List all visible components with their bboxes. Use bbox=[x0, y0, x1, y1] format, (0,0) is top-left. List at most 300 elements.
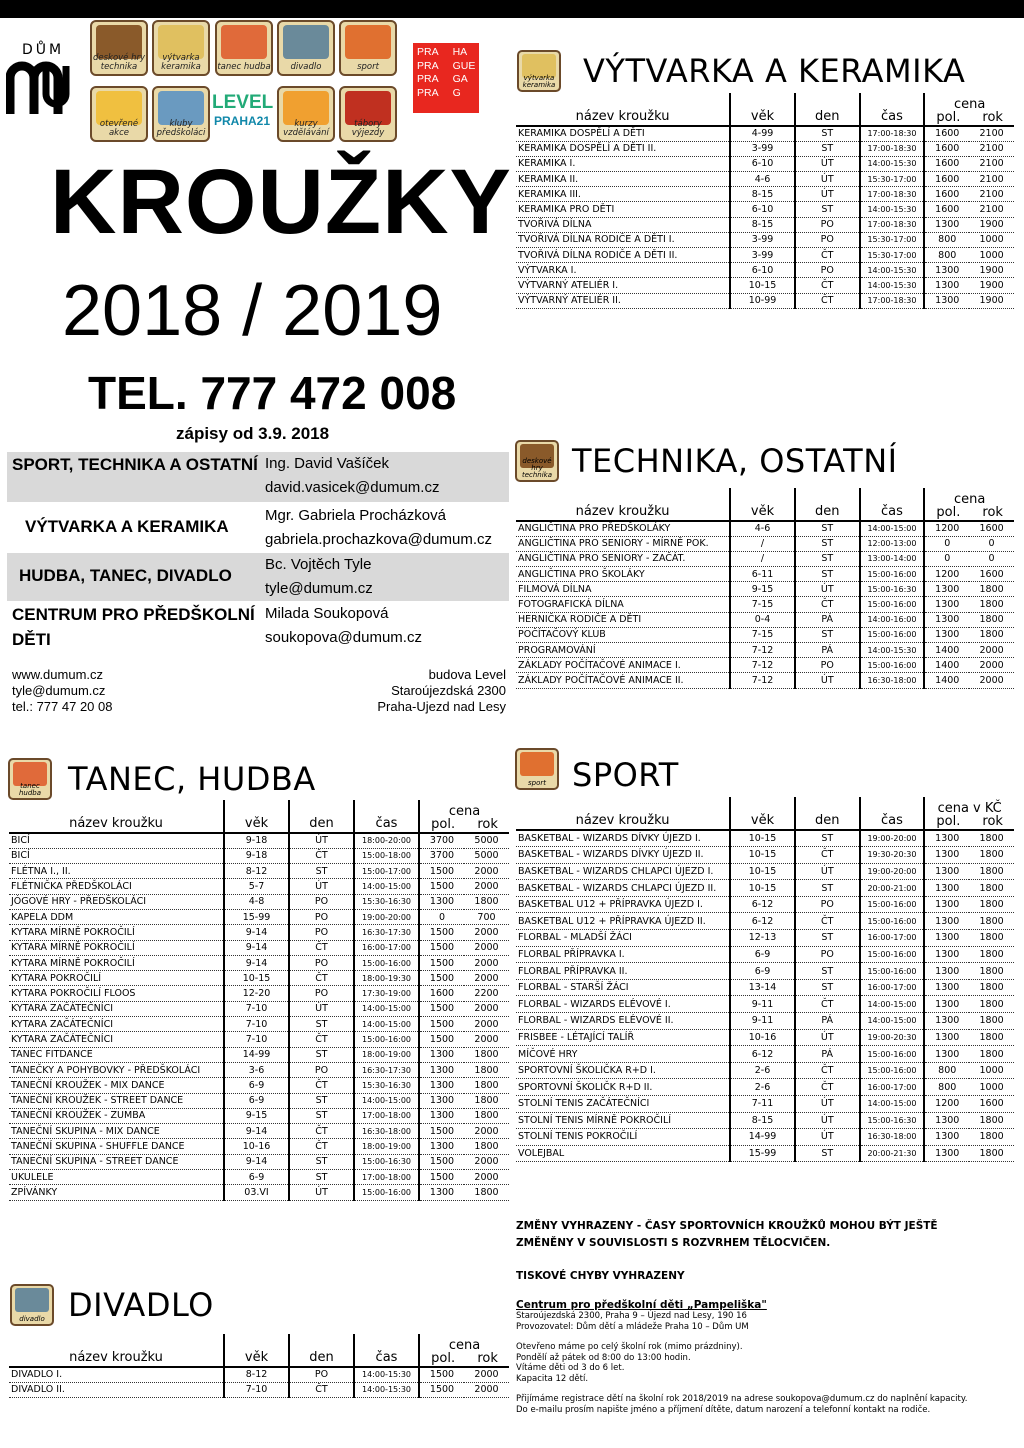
course-name: BASKETBAL U12 + PŘÍPRAVKA ÚJEZD I. bbox=[516, 896, 730, 913]
course-age: 4-99 bbox=[730, 126, 795, 141]
course-time: 16:00-17:00 bbox=[860, 1079, 925, 1096]
table-row bbox=[9, 833, 509, 848]
price-half: 0 bbox=[924, 551, 969, 566]
price-half: 1300 bbox=[924, 896, 969, 913]
course-day: ÚT bbox=[795, 673, 860, 688]
col-time: čas bbox=[860, 488, 925, 521]
col-price bbox=[924, 488, 1014, 521]
table-row bbox=[9, 1170, 509, 1185]
course-time: 14:00-15:00 bbox=[860, 521, 925, 536]
table-row bbox=[9, 955, 509, 970]
price-year: 2000 bbox=[969, 673, 1014, 688]
course-day: ÚT bbox=[795, 156, 860, 171]
col-name: název kroužku bbox=[9, 1334, 224, 1367]
course-name: ZÁKLADY POČÍTAČOVÉ ANIMACE I. bbox=[516, 658, 730, 673]
course-time: 15:00-18:00 bbox=[354, 848, 419, 863]
course-name: DIVADLO I. bbox=[9, 1367, 224, 1382]
course-day: ST bbox=[289, 864, 354, 879]
price-half: 1500 bbox=[419, 1124, 464, 1139]
course-time: 15:30-17:00 bbox=[860, 172, 925, 187]
course-age: 6-12 bbox=[730, 896, 795, 913]
course-name: ZPÍVÁNKY bbox=[9, 1185, 224, 1200]
course-day: ÚT bbox=[795, 1129, 860, 1146]
price-half: 1500 bbox=[419, 1001, 464, 1016]
col-name: název kroužku bbox=[516, 93, 730, 126]
tanec-icon: tanec hudba bbox=[8, 758, 52, 800]
course-name: FILMOVÁ DÍLNA bbox=[516, 582, 730, 597]
open-info: Otevřeno máme po celý školní rok (mimo prázdniny). bbox=[516, 1342, 743, 1352]
col-half: pol. bbox=[936, 505, 961, 520]
price-year: 1800 bbox=[464, 1185, 509, 1200]
price-half: 1300 bbox=[419, 1185, 464, 1200]
price-half: 1300 bbox=[924, 913, 969, 930]
course-time: 14:00-15:00 bbox=[354, 1017, 419, 1032]
course-time: 16:30-18:00 bbox=[860, 1129, 925, 1146]
price-half: 1300 bbox=[924, 1046, 969, 1063]
table-row bbox=[516, 263, 1014, 278]
course-age: 8-15 bbox=[730, 1112, 795, 1129]
course-day: PO bbox=[795, 946, 860, 963]
price-half: 1300 bbox=[419, 1062, 464, 1077]
price-half: 1600 bbox=[924, 126, 969, 141]
course-name: FLORBAL PŘÍPRAVKA I. bbox=[516, 946, 730, 963]
course-time: 14:00-15:30 bbox=[860, 643, 925, 658]
col-half: pol. bbox=[431, 1351, 456, 1366]
course-age: 13-14 bbox=[730, 979, 795, 996]
price-half: 1300 bbox=[924, 278, 969, 293]
col-year: rok bbox=[982, 110, 1003, 125]
price-year: 2000 bbox=[464, 1124, 509, 1139]
price-year: 1800 bbox=[464, 894, 509, 909]
registration-instructions: Do e-mailu prosím napište jméno a příjmení dítěte, datum narození a telefonní kontakt na rodiče. bbox=[516, 1404, 931, 1415]
capacity-info: Kapacita 12 dětí. bbox=[516, 1373, 589, 1384]
course-name: JÓGOVÉ HRY - PŘEDŠKOLÁCI bbox=[9, 894, 224, 909]
course-name: UKULELE bbox=[9, 1170, 224, 1185]
course-time: 14:00-15:00 bbox=[860, 1096, 925, 1113]
price-half: 1300 bbox=[924, 830, 969, 847]
price-year: 1800 bbox=[969, 1129, 1014, 1146]
col-time: čas bbox=[860, 797, 925, 830]
building-street: Staroújezdská 2300 bbox=[391, 683, 506, 698]
course-name: KYTARA POKROČILÍ bbox=[9, 971, 224, 986]
category-tile bbox=[339, 20, 397, 76]
course-name: TANEČNÍ SKUPINA - STREET DANCE bbox=[9, 1154, 224, 1169]
course-day: ST bbox=[795, 830, 860, 847]
price-half: 1300 bbox=[924, 1112, 969, 1129]
table-row bbox=[516, 217, 1014, 232]
course-name: SPORTOVNÍ ŠKOLIČK R+D II. bbox=[516, 1079, 730, 1096]
col-year: rok bbox=[982, 814, 1003, 829]
course-day: PÁ bbox=[795, 612, 860, 627]
table-row bbox=[516, 597, 1014, 612]
col-year: rok bbox=[477, 817, 498, 832]
table-row bbox=[516, 536, 1014, 551]
course-day: ČT bbox=[289, 1139, 354, 1154]
price-half: 1300 bbox=[419, 1047, 464, 1062]
course-age: 9-15 bbox=[730, 582, 795, 597]
table-row bbox=[9, 1001, 509, 1016]
table-row bbox=[516, 172, 1014, 187]
table-row bbox=[516, 567, 1014, 582]
price-year: 1800 bbox=[969, 1112, 1014, 1129]
course-day: ST bbox=[795, 979, 860, 996]
price-year: 1800 bbox=[969, 963, 1014, 980]
course-age: 4-6 bbox=[730, 172, 795, 187]
course-time: 14:00-15:00 bbox=[354, 879, 419, 894]
table-row bbox=[9, 1108, 509, 1123]
table-header bbox=[516, 93, 1014, 126]
course-age: 9-18 bbox=[224, 848, 289, 863]
price-half: 1500 bbox=[419, 940, 464, 955]
table-vytvarka bbox=[516, 93, 1014, 309]
price-half: 1300 bbox=[924, 263, 969, 278]
table-row bbox=[516, 232, 1014, 247]
price-half: 1300 bbox=[924, 293, 969, 308]
price-year: 1800 bbox=[969, 627, 1014, 642]
course-day: ST bbox=[795, 141, 860, 156]
course-age: 6-10 bbox=[730, 156, 795, 171]
sport-icon: sport bbox=[515, 748, 559, 790]
course-day: ČT bbox=[289, 1382, 354, 1397]
course-day: ČT bbox=[795, 597, 860, 612]
course-name: KYTARA POKROČILÍ FLOOS bbox=[9, 986, 224, 1001]
price-half: 1300 bbox=[419, 1108, 464, 1123]
col-half: pol. bbox=[431, 817, 456, 832]
table-row bbox=[9, 1032, 509, 1047]
course-day: ÚT bbox=[795, 187, 860, 202]
course-name: TANEČNÍ SKUPINA - SHUFFLE DANCE bbox=[9, 1139, 224, 1154]
price-half: 3700 bbox=[419, 848, 464, 863]
price-half: 1500 bbox=[419, 925, 464, 940]
course-day: ST bbox=[289, 1154, 354, 1169]
col-price-label: cena bbox=[953, 492, 986, 507]
footer-left bbox=[12, 667, 112, 715]
course-time: 15:00-16:00 bbox=[354, 955, 419, 970]
course-age: 9-11 bbox=[730, 1013, 795, 1030]
course-name: KERAMIKA PRO DĚTI bbox=[516, 202, 730, 217]
course-age: 9-14 bbox=[224, 940, 289, 955]
price-half: 1600 bbox=[924, 172, 969, 187]
price-year: 2000 bbox=[464, 879, 509, 894]
price-year: 2200 bbox=[464, 986, 509, 1001]
course-age: 7-10 bbox=[224, 1032, 289, 1047]
praha-logo bbox=[413, 43, 479, 113]
course-age: / bbox=[730, 551, 795, 566]
price-year: 1900 bbox=[969, 278, 1014, 293]
col-year: rok bbox=[477, 1351, 498, 1366]
course-time: 14:00-15:00 bbox=[354, 1001, 419, 1016]
course-name: TANEČNÍ SKUPINA - MIX DANCE bbox=[9, 1124, 224, 1139]
course-name: HERNIČKA RODIČE A DĚTI bbox=[516, 612, 730, 627]
price-half: 1300 bbox=[924, 582, 969, 597]
course-day: ST bbox=[289, 1170, 354, 1185]
footer-email[interactable]: tyle@dumum.cz bbox=[12, 683, 106, 698]
table-row bbox=[9, 940, 509, 955]
course-name: TANEČNÍ KROUŽEK - MIX DANCE bbox=[9, 1078, 224, 1093]
price-year: 1800 bbox=[969, 863, 1014, 880]
price-year: 1800 bbox=[969, 946, 1014, 963]
course-name: DIVADLO II. bbox=[9, 1382, 224, 1397]
course-time: 16:00-17:00 bbox=[860, 979, 925, 996]
course-day: ST bbox=[795, 1145, 860, 1162]
course-time: 15:00-16:00 bbox=[860, 913, 925, 930]
price-year: 1900 bbox=[969, 293, 1014, 308]
table-row bbox=[516, 582, 1014, 597]
course-day: PO bbox=[795, 232, 860, 247]
course-time: 14:00-16:00 bbox=[860, 612, 925, 627]
table-row bbox=[516, 1062, 1014, 1079]
course-age: 10-15 bbox=[730, 863, 795, 880]
center-title: Centrum pro předškolní děti „Pampeliška" bbox=[516, 1299, 767, 1311]
course-day: ČT bbox=[289, 1124, 354, 1139]
course-name: KYTARA MÍRNĚ POKROČILÍ bbox=[9, 925, 224, 940]
price-year: 2000 bbox=[464, 1001, 509, 1016]
course-day: ST bbox=[795, 880, 860, 897]
price-year: 0 bbox=[969, 536, 1014, 551]
price-half: 1300 bbox=[924, 217, 969, 232]
course-day: PO bbox=[795, 263, 860, 278]
col-name: název kroužku bbox=[9, 800, 224, 833]
price-year: 2000 bbox=[969, 658, 1014, 673]
course-day: PÁ bbox=[795, 1013, 860, 1030]
contact-email[interactable]: david.vasicek@dumum.cz bbox=[265, 479, 440, 496]
course-age: 7-15 bbox=[730, 627, 795, 642]
level-logo-sub: PRAHA21 bbox=[214, 114, 271, 128]
price-year: 1800 bbox=[464, 1093, 509, 1108]
course-name: FLORBAL - STARŠÍ ŽÁCI bbox=[516, 979, 730, 996]
table-row bbox=[516, 1145, 1014, 1162]
course-day: ÚT bbox=[289, 879, 354, 894]
price-half: 1500 bbox=[419, 1017, 464, 1032]
table-row bbox=[516, 278, 1014, 293]
phone-number: TEL. 777 472 008 bbox=[88, 367, 457, 419]
col-day: den bbox=[289, 1334, 354, 1367]
praha-logo-row bbox=[417, 73, 475, 87]
contact-email[interactable]: soukopova@dumum.cz bbox=[265, 629, 422, 646]
price-half: 1600 bbox=[924, 156, 969, 171]
course-age: 12-13 bbox=[730, 930, 795, 947]
course-age: 03.VI bbox=[224, 1185, 289, 1200]
course-name: FRISBEE - LÉTAJÍCÍ TALÍŘ bbox=[516, 1029, 730, 1046]
typos-note: TISKOVÉ CHYBY VYHRAZENY bbox=[516, 1270, 685, 1282]
table-row bbox=[516, 996, 1014, 1013]
course-time: 17:00-18:30 bbox=[860, 141, 925, 156]
praha-logo-word: PRA bbox=[417, 86, 439, 99]
website-link[interactable]: www.dumum.cz bbox=[12, 667, 104, 682]
course-time: 17:00-18:00 bbox=[354, 1170, 419, 1185]
course-age: 2-6 bbox=[730, 1062, 795, 1079]
tile-label: kluby předškoláci bbox=[156, 119, 206, 138]
course-age: 9-18 bbox=[224, 833, 289, 848]
course-age: 6-9 bbox=[224, 1093, 289, 1108]
price-year: 2000 bbox=[969, 643, 1014, 658]
category-tile bbox=[90, 20, 148, 76]
course-day: ČT bbox=[795, 1062, 860, 1079]
course-name: BICÍ bbox=[9, 848, 224, 863]
course-age: 8-12 bbox=[224, 1367, 289, 1382]
praha-logo-word: GA bbox=[452, 73, 468, 85]
course-name: PROGRAMOVÁNÍ bbox=[516, 643, 730, 658]
course-time: 19:30-20:30 bbox=[860, 847, 925, 864]
price-year: 1800 bbox=[969, 847, 1014, 864]
price-year: 1000 bbox=[969, 1079, 1014, 1096]
course-time: 19:00-20:00 bbox=[860, 863, 925, 880]
course-time: 17:00-18:30 bbox=[860, 293, 925, 308]
course-time: 14:00-15:30 bbox=[860, 202, 925, 217]
price-half: 1300 bbox=[924, 597, 969, 612]
tile-label: sport bbox=[357, 62, 379, 72]
table-row bbox=[516, 963, 1014, 980]
col-age: věk bbox=[730, 93, 795, 126]
course-name: BICÍ bbox=[9, 833, 224, 848]
course-time: 18:00-19:00 bbox=[354, 1139, 419, 1154]
contact-email[interactable]: gabriela.prochazkova@dumum.cz bbox=[265, 531, 492, 548]
price-year: 2000 bbox=[464, 1154, 509, 1169]
col-name: název kroužku bbox=[516, 488, 730, 521]
section-title-vytvarka: VÝTVARKA A KERAMIKA bbox=[583, 52, 966, 90]
contact-email[interactable]: tyle@dumum.cz bbox=[265, 580, 373, 597]
price-year: 2000 bbox=[464, 1382, 509, 1397]
course-time: 19:00-20:00 bbox=[354, 909, 419, 924]
course-time: 15:00-16:00 bbox=[354, 1032, 419, 1047]
course-time: 15:00-16:00 bbox=[860, 1046, 925, 1063]
course-age: 2-6 bbox=[730, 1079, 795, 1096]
course-time: 15:00-17:00 bbox=[354, 864, 419, 879]
price-half: 1300 bbox=[924, 863, 969, 880]
course-time: 17:00-18:30 bbox=[860, 187, 925, 202]
course-name: ANGLIČTINA PRO PŘEDŠKOLÁKY bbox=[516, 521, 730, 536]
price-half: 1400 bbox=[924, 658, 969, 673]
course-age: 6-9 bbox=[730, 963, 795, 980]
price-half: 1400 bbox=[924, 673, 969, 688]
course-name: STOLNÍ TENIS ZAČÁTEČNÍCI bbox=[516, 1096, 730, 1113]
tile-label: otevřené akce bbox=[99, 119, 139, 138]
course-name: ZÁKLADY POČÍTAČOVÉ ANIMACE II. bbox=[516, 673, 730, 688]
price-year: 1800 bbox=[464, 1108, 509, 1123]
col-age: věk bbox=[730, 797, 795, 830]
price-year: 1800 bbox=[969, 979, 1014, 996]
course-name: FLÉTNA I., II. bbox=[9, 864, 224, 879]
section-title-technika: TECHNIKA, OSTATNÍ bbox=[572, 442, 898, 480]
price-year: 1600 bbox=[969, 567, 1014, 582]
price-half: 1600 bbox=[924, 202, 969, 217]
course-name: FLÉTNIČKA PŘEDŠKOLÁCI bbox=[9, 879, 224, 894]
course-time: 13:00-14:00 bbox=[860, 551, 925, 566]
praha-logo-word: PRA bbox=[417, 73, 439, 85]
price-year: 1800 bbox=[969, 1029, 1014, 1046]
price-year: 1600 bbox=[969, 1096, 1014, 1113]
table-row bbox=[516, 1096, 1014, 1113]
course-name: ANGLIČTINA PRO SENIORY - MÍRNĚ POK. bbox=[516, 536, 730, 551]
price-half: 1300 bbox=[924, 627, 969, 642]
course-age: 9-14 bbox=[224, 1154, 289, 1169]
price-year: 1800 bbox=[464, 1047, 509, 1062]
open-hours: Pondělí až pátek od 8:00 do 13:00 hodin. bbox=[516, 1352, 691, 1363]
col-price bbox=[419, 1334, 509, 1367]
course-day: ÚT bbox=[795, 1029, 860, 1046]
course-age: 7-12 bbox=[730, 643, 795, 658]
col-day: den bbox=[795, 93, 860, 126]
course-name: TANEČNÍ KROUŽEK - STREET DANCE bbox=[9, 1093, 224, 1108]
course-time: 15:00-16:00 bbox=[860, 1062, 925, 1079]
age-info: Vítáme děti od 3 do 6 let. bbox=[516, 1363, 625, 1373]
price-year: 2100 bbox=[969, 141, 1014, 156]
table-row bbox=[9, 1367, 509, 1382]
course-name: KERAMIKA III. bbox=[516, 187, 730, 202]
price-year: 1000 bbox=[969, 1062, 1014, 1079]
category-tile bbox=[277, 86, 335, 142]
course-day: ÚT bbox=[795, 863, 860, 880]
course-age: 10-15 bbox=[730, 830, 795, 847]
col-price bbox=[924, 93, 1014, 126]
course-time: 17:00-18:00 bbox=[354, 1108, 419, 1123]
contact-row bbox=[7, 602, 509, 654]
table-header bbox=[9, 800, 509, 833]
price-half: 1300 bbox=[924, 979, 969, 996]
price-half: 1500 bbox=[419, 1382, 464, 1397]
course-name: TANEČKY A POHYBOVKY - PŘEDŠKOLÁCI bbox=[9, 1062, 224, 1077]
price-half: 800 bbox=[924, 1062, 969, 1079]
page-title: KROUŽKY bbox=[50, 151, 512, 253]
price-half: 0 bbox=[419, 909, 464, 924]
course-day: ÚT bbox=[795, 1096, 860, 1113]
section-title-tanec: TANEC, HUDBA bbox=[68, 760, 316, 798]
course-name: VÝTVARNÝ ATELIÉR I. bbox=[516, 278, 730, 293]
course-time: 17:00-18:30 bbox=[860, 126, 925, 141]
table-row bbox=[516, 612, 1014, 627]
price-half: 1300 bbox=[419, 1093, 464, 1108]
table-row bbox=[516, 673, 1014, 688]
course-time: 15:00-16:00 bbox=[354, 1185, 419, 1200]
course-age: 7-10 bbox=[224, 1382, 289, 1397]
table-row bbox=[9, 894, 509, 909]
price-year: 1900 bbox=[969, 263, 1014, 278]
col-time: čas bbox=[354, 1334, 419, 1367]
course-day: ÚT bbox=[289, 833, 354, 848]
price-year: 1600 bbox=[969, 521, 1014, 536]
course-name: BASKETBAL - WIZARDS DÍVKY ÚJEZD II. bbox=[516, 847, 730, 864]
table-tanec bbox=[9, 800, 509, 1201]
registration-date: zápisy od 3.9. 2018 bbox=[176, 424, 330, 443]
table-header bbox=[9, 1334, 509, 1367]
section-title-sport: SPORT bbox=[572, 756, 679, 794]
table-row bbox=[516, 658, 1014, 673]
price-half: 1300 bbox=[924, 963, 969, 980]
category-tile bbox=[90, 86, 148, 142]
course-name: KYTARA MÍRNĚ POKROČILÍ bbox=[9, 955, 224, 970]
course-time: 15:00-16:00 bbox=[860, 963, 925, 980]
changes-note: ZMĚNY VYHRAZENY - ČASY SPORTOVNÍCH KROUŽKŮ MOHOU BÝT JEŠTĚ ZMĚNĚNY V SOUVISLOSTI S ROZVRHEM TĚLOCVIČEN. bbox=[516, 1220, 938, 1249]
price-half: 1300 bbox=[924, 1129, 969, 1146]
price-half: 1600 bbox=[924, 141, 969, 156]
course-time: 17:30-19:00 bbox=[354, 986, 419, 1001]
course-day: ÚT bbox=[795, 172, 860, 187]
table-row bbox=[516, 551, 1014, 566]
price-year: 2000 bbox=[464, 1017, 509, 1032]
course-name: FLORBAL - WIZARDS ELÉVOVÉ I. bbox=[516, 996, 730, 1013]
contact-name: Milada Soukopová bbox=[265, 605, 389, 622]
course-day: ÚT bbox=[289, 1185, 354, 1200]
praha-logo-row bbox=[417, 46, 475, 60]
course-day: PO bbox=[289, 925, 354, 940]
course-age: 7-12 bbox=[730, 673, 795, 688]
table-row bbox=[516, 141, 1014, 156]
course-time: 15:00-16:00 bbox=[860, 627, 925, 642]
table-row bbox=[516, 1112, 1014, 1129]
col-age: věk bbox=[730, 488, 795, 521]
praha-logo-word: GUE bbox=[452, 59, 476, 72]
course-age: 3-99 bbox=[730, 232, 795, 247]
